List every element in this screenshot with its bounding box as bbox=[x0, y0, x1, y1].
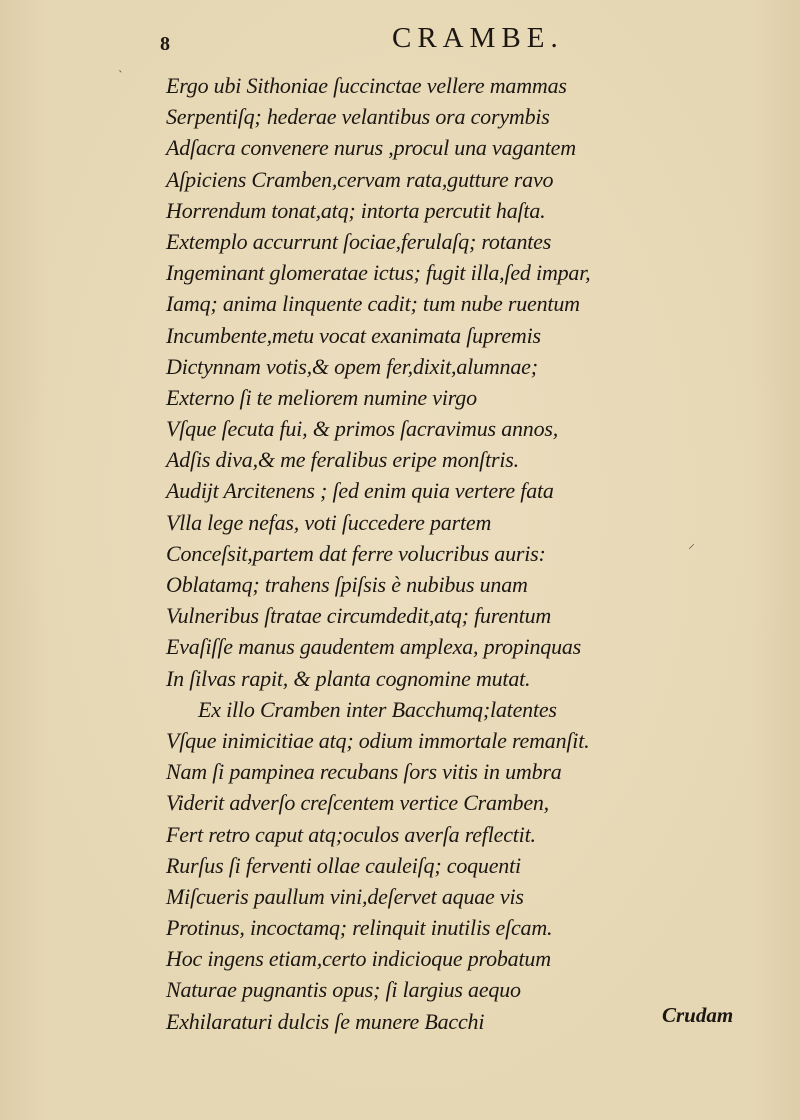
ink-speck: ⸝ bbox=[688, 537, 695, 552]
verse-line: Horrendum tonat,atq; intorta percutit haſta. bbox=[166, 197, 546, 223]
verse-line: Iamq; anima linquente cadit; tum nube ruentum bbox=[166, 291, 580, 317]
verse-line: Miſcueris paullum vini,deſervet aquae vis bbox=[166, 883, 524, 909]
verse-line: Adſacra convenere nurus ,procul una vagantem bbox=[166, 135, 576, 161]
verse-line: Externo ſi te meliorem numine virgo bbox=[166, 384, 477, 410]
verse-line: Exhilaraturi dulcis ſe munere Bacchi bbox=[166, 1008, 485, 1034]
verse-line: Ergo ubi Sithoniae ſuccinctae vellere mammas bbox=[166, 73, 567, 98]
verse-line: Adſis diva,& me feralibus eripe monſtris. bbox=[166, 447, 519, 473]
page-header bbox=[0, 22, 800, 58]
verse-line: Rurſus ſi ferventi ollae cauleiſq; coquenti bbox=[166, 852, 521, 878]
verse-line: Serpentiſq; hederae velantibus ora corymbis bbox=[166, 104, 550, 130]
verse-line: Nam ſi pampinea recubans ſors vitis in umbra bbox=[166, 759, 562, 785]
verse-line: Incumbente,metu vocat exanimata ſupremis bbox=[166, 322, 541, 348]
verse-line: Fert retro caput atq;oculos averſa reflectit. bbox=[166, 821, 536, 847]
verse-line: Vſque ſecuta fui, & primos ſacravimus annos, bbox=[166, 416, 559, 442]
verse-line: In ſilvas rapit, & planta cognomine mutat. bbox=[166, 665, 531, 691]
verse-line: Ex illo Cramben inter Bacchumq;latentes bbox=[198, 696, 557, 722]
verse-line: Viderit adverſo creſcentem vertice Cramben, bbox=[166, 790, 549, 816]
poem-text bbox=[166, 70, 726, 1037]
verse-line: Protinus, incoctamq; relinquit inutilis eſcam. bbox=[166, 915, 553, 941]
verse-line: Conceſsit,partem dat ferre volucribus auris: bbox=[166, 540, 546, 566]
verse-line: Ingeminant glomeratae ictus; fugit illa,ſed impar, bbox=[166, 260, 591, 286]
verse-line: Naturae pugnantis opus; ſi largius aequo bbox=[166, 977, 521, 1003]
verse-line: Extemplo accurrunt ſociae,ferulaſq; rotantes bbox=[166, 228, 552, 254]
verse-line: Vlla lege nefas, voti ſuccedere partem bbox=[166, 509, 492, 535]
verse-line: Evaſiſſe manus gaudentem amplexa, propinquas bbox=[166, 634, 582, 660]
verse-line: Vulneribus ſtratae circumdedit,atq; furentum bbox=[166, 603, 552, 629]
verse-line: Dictynnam votis,& opem fer,dixit,alumnae; bbox=[166, 353, 538, 379]
ink-speck: ˋ bbox=[118, 69, 123, 84]
verse-line: Aſpiciens Cramben,cervam rata,gutture ravo bbox=[166, 166, 554, 192]
catchword: Crudam bbox=[662, 1003, 734, 1027]
running-head: CRAMBE. bbox=[392, 22, 564, 54]
verse-line: Audijt Arcitenens ; ſed enim quia vertere fata bbox=[166, 478, 554, 504]
verse-line: Hoc ingens etiam,certo indicioque probatum bbox=[166, 946, 551, 972]
verse-line: Vſque inimicitiae atq; odium immortale remanſit. bbox=[166, 727, 590, 753]
verse-line: Oblatamq; trahens ſpiſsis è nubibus unam bbox=[166, 572, 528, 597]
page-number: 8 bbox=[160, 33, 170, 55]
